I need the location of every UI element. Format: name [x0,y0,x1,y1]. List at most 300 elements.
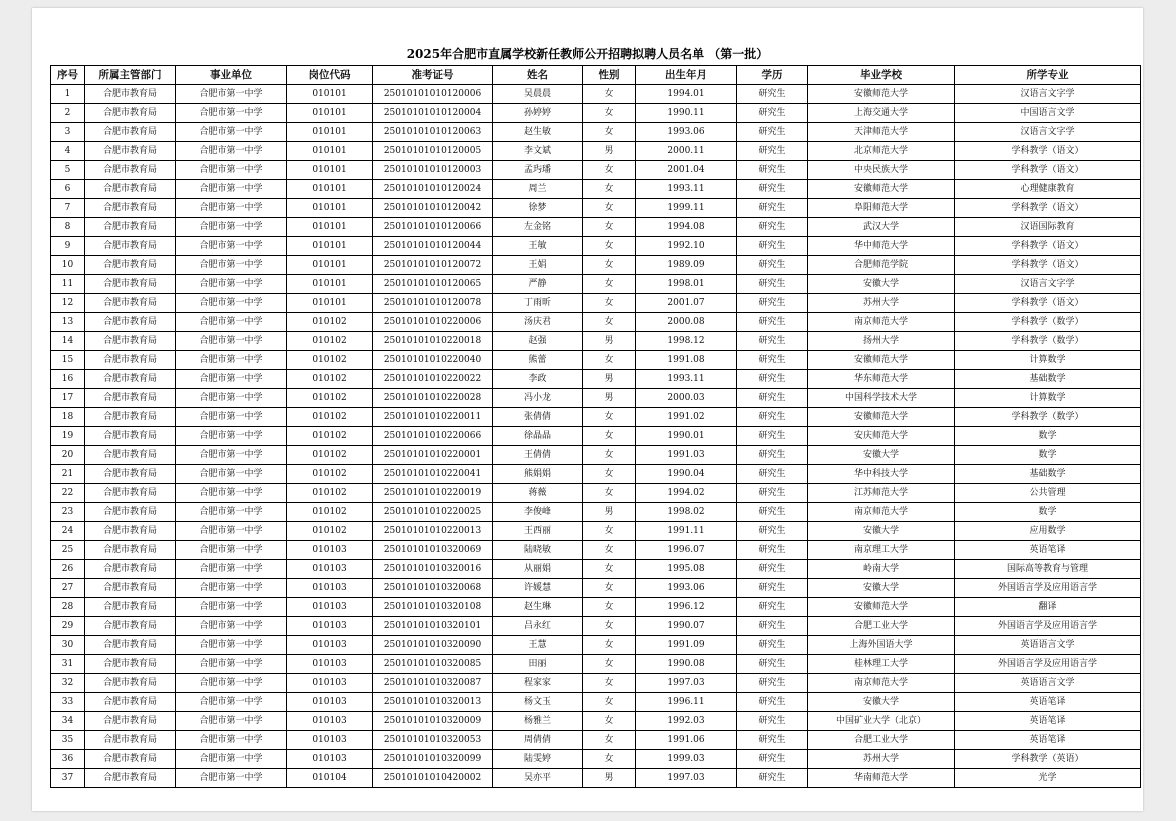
cell-exam-id: 25010101010120003 [373,161,493,180]
cell-unit: 合肥市第一中学 [176,446,287,465]
cell-gender: 女 [583,408,636,427]
cell-name: 李俊峰 [493,503,583,522]
cell-education: 研究生 [737,370,808,389]
cell-school: 安徽大学 [808,522,955,541]
cell-post-code: 010103 [287,731,373,750]
cell-birth: 1997.03 [636,769,737,788]
cell-major: 计算数学 [955,389,1141,408]
cell-name: 赵生敏 [493,123,583,142]
cell-department: 合肥市教育局 [85,465,176,484]
cell-gender: 男 [583,503,636,522]
cell-school: 安徽师范大学 [808,408,955,427]
cell-name: 王西丽 [493,522,583,541]
cell-birth: 1993.11 [636,180,737,199]
cell-department: 合肥市教育局 [85,199,176,218]
cell-birth: 1991.02 [636,408,737,427]
cell-education: 研究生 [737,351,808,370]
table-row [51,351,1141,370]
cell-unit: 合肥市第一中学 [176,427,287,446]
cell-gender: 女 [583,598,636,617]
cell-birth: 1993.11 [636,370,737,389]
cell-department: 合肥市教育局 [85,598,176,617]
cell-post-code: 010102 [287,465,373,484]
table-row [51,408,1141,427]
cell-education: 研究生 [737,617,808,636]
cell-education: 研究生 [737,332,808,351]
cell-department: 合肥市教育局 [85,370,176,389]
cell-major: 学科教学（语文） [955,199,1141,218]
cell-school: 武汉大学 [808,218,955,237]
cell-birth: 1999.03 [636,750,737,769]
cell-post-code: 010101 [287,180,373,199]
cell-birth: 1990.11 [636,104,737,123]
cell-exam-id: 25010101010220040 [373,351,493,370]
cell-name: 吴亦平 [493,769,583,788]
cell-birth: 1990.08 [636,655,737,674]
cell-school: 安徽大学 [808,275,955,294]
cell-birth: 1991.08 [636,351,737,370]
cell-name: 王倩倩 [493,446,583,465]
header-birth: 出生年月 [636,66,737,85]
cell-major: 公共管理 [955,484,1141,503]
cell-post-code: 010103 [287,560,373,579]
cell-index: 32 [51,674,85,693]
cell-index: 26 [51,560,85,579]
cell-name: 严静 [493,275,583,294]
header-post-code: 岗位代码 [287,66,373,85]
table-row [51,275,1141,294]
header-department: 所属主管部门 [85,66,176,85]
cell-school: 南京理工大学 [808,541,955,560]
cell-department: 合肥市教育局 [85,104,176,123]
cell-index: 9 [51,237,85,256]
cell-exam-id: 25010101010220001 [373,446,493,465]
cell-birth: 1990.01 [636,427,737,446]
cell-name: 李政 [493,370,583,389]
cell-birth: 1992.03 [636,712,737,731]
cell-exam-id: 25010101010120078 [373,294,493,313]
cell-index: 6 [51,180,85,199]
cell-school: 南京师范大学 [808,503,955,522]
cell-post-code: 010101 [287,275,373,294]
cell-gender: 男 [583,142,636,161]
cell-index: 5 [51,161,85,180]
table-row [51,655,1141,674]
cell-unit: 合肥市第一中学 [176,636,287,655]
cell-gender: 女 [583,674,636,693]
cell-exam-id: 25010101010420002 [373,769,493,788]
cell-unit: 合肥市第一中学 [176,256,287,275]
cell-gender: 女 [583,85,636,104]
cell-education: 研究生 [737,465,808,484]
cell-index: 15 [51,351,85,370]
cell-gender: 女 [583,427,636,446]
cell-major: 学科教学（数学） [955,408,1141,427]
cell-name: 徐晶晶 [493,427,583,446]
cell-exam-id: 25010101010320108 [373,598,493,617]
cell-exam-id: 25010101010120072 [373,256,493,275]
cell-name: 李文斌 [493,142,583,161]
cell-education: 研究生 [737,408,808,427]
cell-education: 研究生 [737,199,808,218]
cell-name: 蒋薇 [493,484,583,503]
cell-index: 31 [51,655,85,674]
cell-exam-id: 25010101010220018 [373,332,493,351]
cell-education: 研究生 [737,560,808,579]
cell-education: 研究生 [737,161,808,180]
cell-name: 熊蕾 [493,351,583,370]
cell-name: 王敏 [493,237,583,256]
cell-school: 安徽师范大学 [808,180,955,199]
cell-exam-id: 25010101010120066 [373,218,493,237]
cell-gender: 女 [583,636,636,655]
cell-education: 研究生 [737,750,808,769]
cell-gender: 女 [583,693,636,712]
cell-gender: 女 [583,446,636,465]
cell-unit: 合肥市第一中学 [176,655,287,674]
cell-name: 田丽 [493,655,583,674]
cell-gender: 女 [583,617,636,636]
table-row [51,522,1141,541]
cell-education: 研究生 [737,636,808,655]
cell-post-code: 010103 [287,674,373,693]
header-row [51,66,1141,85]
cell-post-code: 010102 [287,313,373,332]
cell-education: 研究生 [737,693,808,712]
cell-birth: 1997.03 [636,674,737,693]
cell-birth: 1996.07 [636,541,737,560]
cell-unit: 合肥市第一中学 [176,408,287,427]
cell-index: 1 [51,85,85,104]
cell-birth: 2000.03 [636,389,737,408]
cell-education: 研究生 [737,104,808,123]
cell-post-code: 010103 [287,693,373,712]
cell-department: 合肥市教育局 [85,446,176,465]
cell-department: 合肥市教育局 [85,617,176,636]
cell-unit: 合肥市第一中学 [176,693,287,712]
cell-gender: 女 [583,161,636,180]
table-row [51,465,1141,484]
cell-post-code: 010103 [287,541,373,560]
cell-department: 合肥市教育局 [85,769,176,788]
cell-department: 合肥市教育局 [85,712,176,731]
cell-birth: 2000.11 [636,142,737,161]
table-row [51,256,1141,275]
cell-post-code: 010101 [287,294,373,313]
cell-birth: 1998.01 [636,275,737,294]
cell-major: 学科教学（语文） [955,237,1141,256]
cell-index: 30 [51,636,85,655]
cell-major: 外国语言学及应用语言学 [955,617,1141,636]
cell-major: 学科教学（语文） [955,161,1141,180]
cell-unit: 合肥市第一中学 [176,389,287,408]
header-exam-id: 准考证号 [373,66,493,85]
cell-school: 阜阳师范大学 [808,199,955,218]
cell-department: 合肥市教育局 [85,427,176,446]
table-row [51,446,1141,465]
cell-name: 吕永红 [493,617,583,636]
cell-unit: 合肥市第一中学 [176,161,287,180]
cell-birth: 1998.12 [636,332,737,351]
cell-gender: 女 [583,275,636,294]
cell-major: 数学 [955,503,1141,522]
cell-unit: 合肥市第一中学 [176,275,287,294]
cell-major: 应用数学 [955,522,1141,541]
cell-post-code: 010102 [287,427,373,446]
cell-index: 2 [51,104,85,123]
cell-name: 赵强 [493,332,583,351]
table-row [51,294,1141,313]
cell-birth: 1992.10 [636,237,737,256]
cell-post-code: 010103 [287,712,373,731]
cell-post-code: 010103 [287,579,373,598]
cell-unit: 合肥市第一中学 [176,218,287,237]
cell-exam-id: 25010101010220011 [373,408,493,427]
cell-department: 合肥市教育局 [85,180,176,199]
cell-post-code: 010101 [287,199,373,218]
cell-major: 英语语言文学 [955,636,1141,655]
cell-education: 研究生 [737,389,808,408]
cell-department: 合肥市教育局 [85,389,176,408]
cell-index: 10 [51,256,85,275]
cell-unit: 合肥市第一中学 [176,351,287,370]
cell-exam-id: 25010101010220025 [373,503,493,522]
cell-name: 熊娟娟 [493,465,583,484]
cell-post-code: 010102 [287,446,373,465]
cell-gender: 女 [583,294,636,313]
cell-gender: 女 [583,180,636,199]
cell-major: 英语语言文学 [955,674,1141,693]
cell-gender: 女 [583,579,636,598]
cell-department: 合肥市教育局 [85,313,176,332]
cell-gender: 女 [583,655,636,674]
cell-school: 华东师范大学 [808,370,955,389]
cell-education: 研究生 [737,522,808,541]
cell-school: 华南师范大学 [808,769,955,788]
cell-index: 3 [51,123,85,142]
cell-school: 北京师范大学 [808,142,955,161]
cell-exam-id: 25010101010320009 [373,712,493,731]
cell-name: 左金铭 [493,218,583,237]
table-row [51,503,1141,522]
table-row [51,484,1141,503]
table-row [51,237,1141,256]
table-row [51,712,1141,731]
table-row [51,769,1141,788]
header-education: 学历 [737,66,808,85]
cell-department: 合肥市教育局 [85,332,176,351]
cell-post-code: 010102 [287,370,373,389]
cell-unit: 合肥市第一中学 [176,484,287,503]
cell-major: 外国语言学及应用语言学 [955,655,1141,674]
cell-major: 汉语言文字学 [955,85,1141,104]
cell-name: 王娟 [493,256,583,275]
cell-gender: 女 [583,351,636,370]
cell-education: 研究生 [737,579,808,598]
cell-exam-id: 25010101010320099 [373,750,493,769]
cell-exam-id: 25010101010120042 [373,199,493,218]
cell-exam-id: 25010101010320068 [373,579,493,598]
table-row [51,427,1141,446]
cell-exam-id: 25010101010220041 [373,465,493,484]
cell-school: 南京师范大学 [808,313,955,332]
cell-unit: 合肥市第一中学 [176,123,287,142]
cell-unit: 合肥市第一中学 [176,237,287,256]
cell-exam-id: 25010101010120006 [373,85,493,104]
cell-unit: 合肥市第一中学 [176,598,287,617]
cell-major: 国际高等教育与管理 [955,560,1141,579]
cell-school: 安徽师范大学 [808,351,955,370]
cell-post-code: 010102 [287,484,373,503]
cell-exam-id: 25010101010320085 [373,655,493,674]
cell-exam-id: 25010101010320069 [373,541,493,560]
cell-index: 19 [51,427,85,446]
cell-department: 合肥市教育局 [85,579,176,598]
document-page [32,8,1143,811]
cell-birth: 1991.09 [636,636,737,655]
cell-department: 合肥市教育局 [85,655,176,674]
cell-gender: 女 [583,218,636,237]
cell-post-code: 010101 [287,85,373,104]
cell-unit: 合肥市第一中学 [176,560,287,579]
cell-index: 13 [51,313,85,332]
table-row [51,674,1141,693]
cell-post-code: 010102 [287,522,373,541]
cell-exam-id: 25010101010120063 [373,123,493,142]
cell-index: 23 [51,503,85,522]
table-row [51,693,1141,712]
table-row [51,199,1141,218]
cell-name: 丁雨昕 [493,294,583,313]
cell-gender: 女 [583,104,636,123]
cell-gender: 男 [583,389,636,408]
cell-gender: 女 [583,237,636,256]
cell-index: 7 [51,199,85,218]
cell-school: 南京师范大学 [808,674,955,693]
cell-name: 冯小龙 [493,389,583,408]
cell-index: 37 [51,769,85,788]
cell-school: 苏州大学 [808,750,955,769]
cell-index: 17 [51,389,85,408]
cell-exam-id: 25010101010220006 [373,313,493,332]
cell-department: 合肥市教育局 [85,408,176,427]
hiring-roster-table [50,65,1141,788]
cell-education: 研究生 [737,769,808,788]
cell-birth: 2001.04 [636,161,737,180]
cell-exam-id: 25010101010220013 [373,522,493,541]
cell-education: 研究生 [737,446,808,465]
cell-department: 合肥市教育局 [85,256,176,275]
cell-education: 研究生 [737,598,808,617]
cell-education: 研究生 [737,541,808,560]
cell-birth: 1996.11 [636,693,737,712]
cell-school: 天津师范大学 [808,123,955,142]
cell-name: 张倩倩 [493,408,583,427]
cell-unit: 合肥市第一中学 [176,750,287,769]
cell-gender: 女 [583,465,636,484]
cell-name: 程家家 [493,674,583,693]
cell-exam-id: 25010101010220028 [373,389,493,408]
cell-exam-id: 25010101010120005 [373,142,493,161]
cell-index: 4 [51,142,85,161]
cell-index: 14 [51,332,85,351]
cell-major: 学科教学（英语） [955,750,1141,769]
cell-post-code: 010103 [287,598,373,617]
cell-gender: 女 [583,199,636,218]
cell-index: 33 [51,693,85,712]
cell-school: 安徽师范大学 [808,85,955,104]
cell-education: 研究生 [737,180,808,199]
cell-unit: 合肥市第一中学 [176,579,287,598]
cell-unit: 合肥市第一中学 [176,769,287,788]
cell-school: 安徽师范大学 [808,598,955,617]
table-row [51,218,1141,237]
cell-education: 研究生 [737,142,808,161]
cell-major: 学科教学（语文） [955,142,1141,161]
cell-birth: 1999.11 [636,199,737,218]
cell-post-code: 010103 [287,750,373,769]
cell-gender: 女 [583,731,636,750]
cell-post-code: 010103 [287,636,373,655]
cell-birth: 1991.06 [636,731,737,750]
cell-birth: 1995.08 [636,560,737,579]
cell-education: 研究生 [737,712,808,731]
cell-index: 11 [51,275,85,294]
cell-department: 合肥市教育局 [85,636,176,655]
cell-education: 研究生 [737,674,808,693]
table-row [51,636,1141,655]
cell-gender: 女 [583,541,636,560]
cell-education: 研究生 [737,503,808,522]
cell-birth: 2001.07 [636,294,737,313]
cell-post-code: 010103 [287,655,373,674]
cell-education: 研究生 [737,218,808,237]
cell-school: 江苏师范大学 [808,484,955,503]
cell-major: 英语笔译 [955,731,1141,750]
cell-unit: 合肥市第一中学 [176,522,287,541]
cell-index: 21 [51,465,85,484]
cell-school: 中央民族大学 [808,161,955,180]
cell-birth: 1993.06 [636,123,737,142]
cell-department: 合肥市教育局 [85,750,176,769]
cell-post-code: 010101 [287,123,373,142]
cell-name: 徐梦 [493,199,583,218]
cell-education: 研究生 [737,294,808,313]
cell-department: 合肥市教育局 [85,674,176,693]
cell-unit: 合肥市第一中学 [176,541,287,560]
cell-department: 合肥市教育局 [85,484,176,503]
cell-exam-id: 25010101010120044 [373,237,493,256]
cell-unit: 合肥市第一中学 [176,617,287,636]
table-row [51,123,1141,142]
cell-gender: 男 [583,769,636,788]
cell-department: 合肥市教育局 [85,85,176,104]
cell-school: 合肥师范学院 [808,256,955,275]
table-row [51,161,1141,180]
cell-exam-id: 25010101010320090 [373,636,493,655]
cell-birth: 1994.08 [636,218,737,237]
cell-index: 29 [51,617,85,636]
table-row [51,370,1141,389]
cell-school: 安徽大学 [808,446,955,465]
cell-post-code: 010103 [287,617,373,636]
cell-major: 英语笔译 [955,693,1141,712]
cell-post-code: 010102 [287,503,373,522]
cell-education: 研究生 [737,237,808,256]
cell-post-code: 010101 [287,218,373,237]
cell-school: 安徽大学 [808,693,955,712]
cell-index: 27 [51,579,85,598]
